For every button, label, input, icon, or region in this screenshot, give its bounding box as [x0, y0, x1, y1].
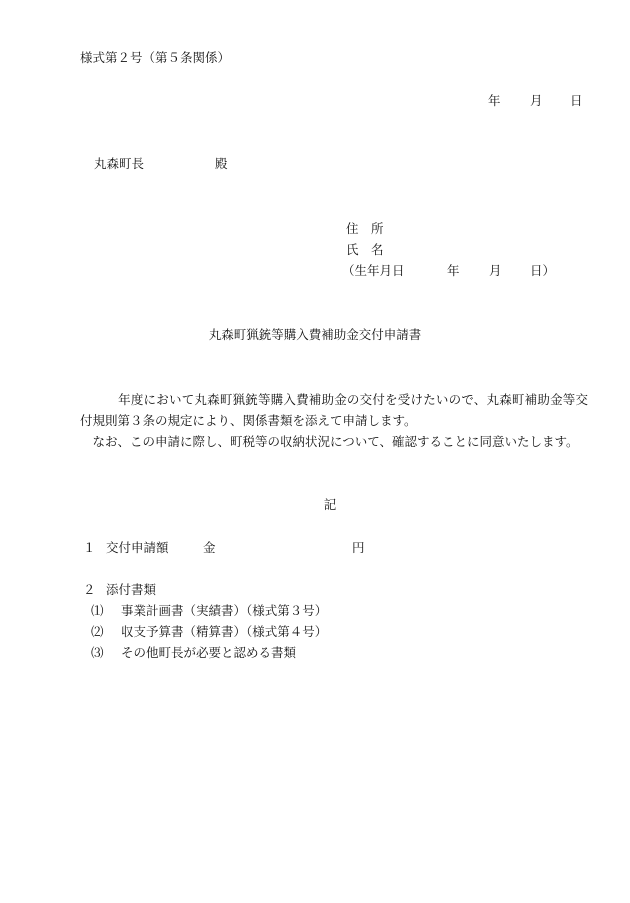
- item-1-yen: 円: [352, 540, 365, 555]
- date-day: 日: [570, 93, 583, 108]
- body-paragraph-2: なお、この申請に際し、町税等の収納状況について、確認することに同意いたします。: [80, 434, 579, 449]
- addressee-name: 丸森町長: [94, 156, 145, 171]
- applicant-birth-day: 日）: [530, 263, 556, 278]
- applicant-birth-year: 年: [447, 263, 460, 278]
- attachment-item-text: 収支予算書（精算書）（様式第４号）: [121, 624, 328, 639]
- attachment-item-text: 事業計画書（実績書）（様式第３号）: [121, 603, 328, 618]
- date-year: 年: [488, 93, 501, 108]
- applicant-name-label: 氏 名: [346, 242, 384, 257]
- item-1-kin: 金: [203, 540, 216, 555]
- item-1-label: 交付申請額: [106, 540, 169, 555]
- applicant-address-label: 住 所: [346, 221, 384, 236]
- attachment-item-number: ⑵: [91, 624, 104, 639]
- item-1-number: １: [83, 540, 96, 555]
- body-paragraph-1: 年度において丸森町猟銃等購入費補助金の交付を受けたいので、丸森町補助金等交付規則第３条の規定により、関係書類を添えて申請します。: [80, 392, 588, 428]
- document-title: 丸森町猟銃等購入費補助金交付申請書: [208, 327, 422, 342]
- body-text: [80, 389, 588, 452]
- applicant-birth-month: 月: [489, 263, 502, 278]
- item-2-label: 添付書類: [106, 582, 157, 597]
- attachment-item-number: ⑶: [91, 645, 104, 660]
- date-month: 月: [530, 93, 543, 108]
- attachment-item-text: その他町長が必要と認める書類: [121, 645, 297, 660]
- attachment-item-number: ⑴: [91, 603, 104, 618]
- applicant-birth-open: （生年月日: [342, 263, 405, 278]
- ki-heading: 記: [323, 497, 337, 512]
- form-number: 様式第２号（第５条関係）: [80, 50, 231, 65]
- item-2-number: ２: [83, 582, 96, 597]
- addressee-honorific: 殿: [215, 156, 228, 171]
